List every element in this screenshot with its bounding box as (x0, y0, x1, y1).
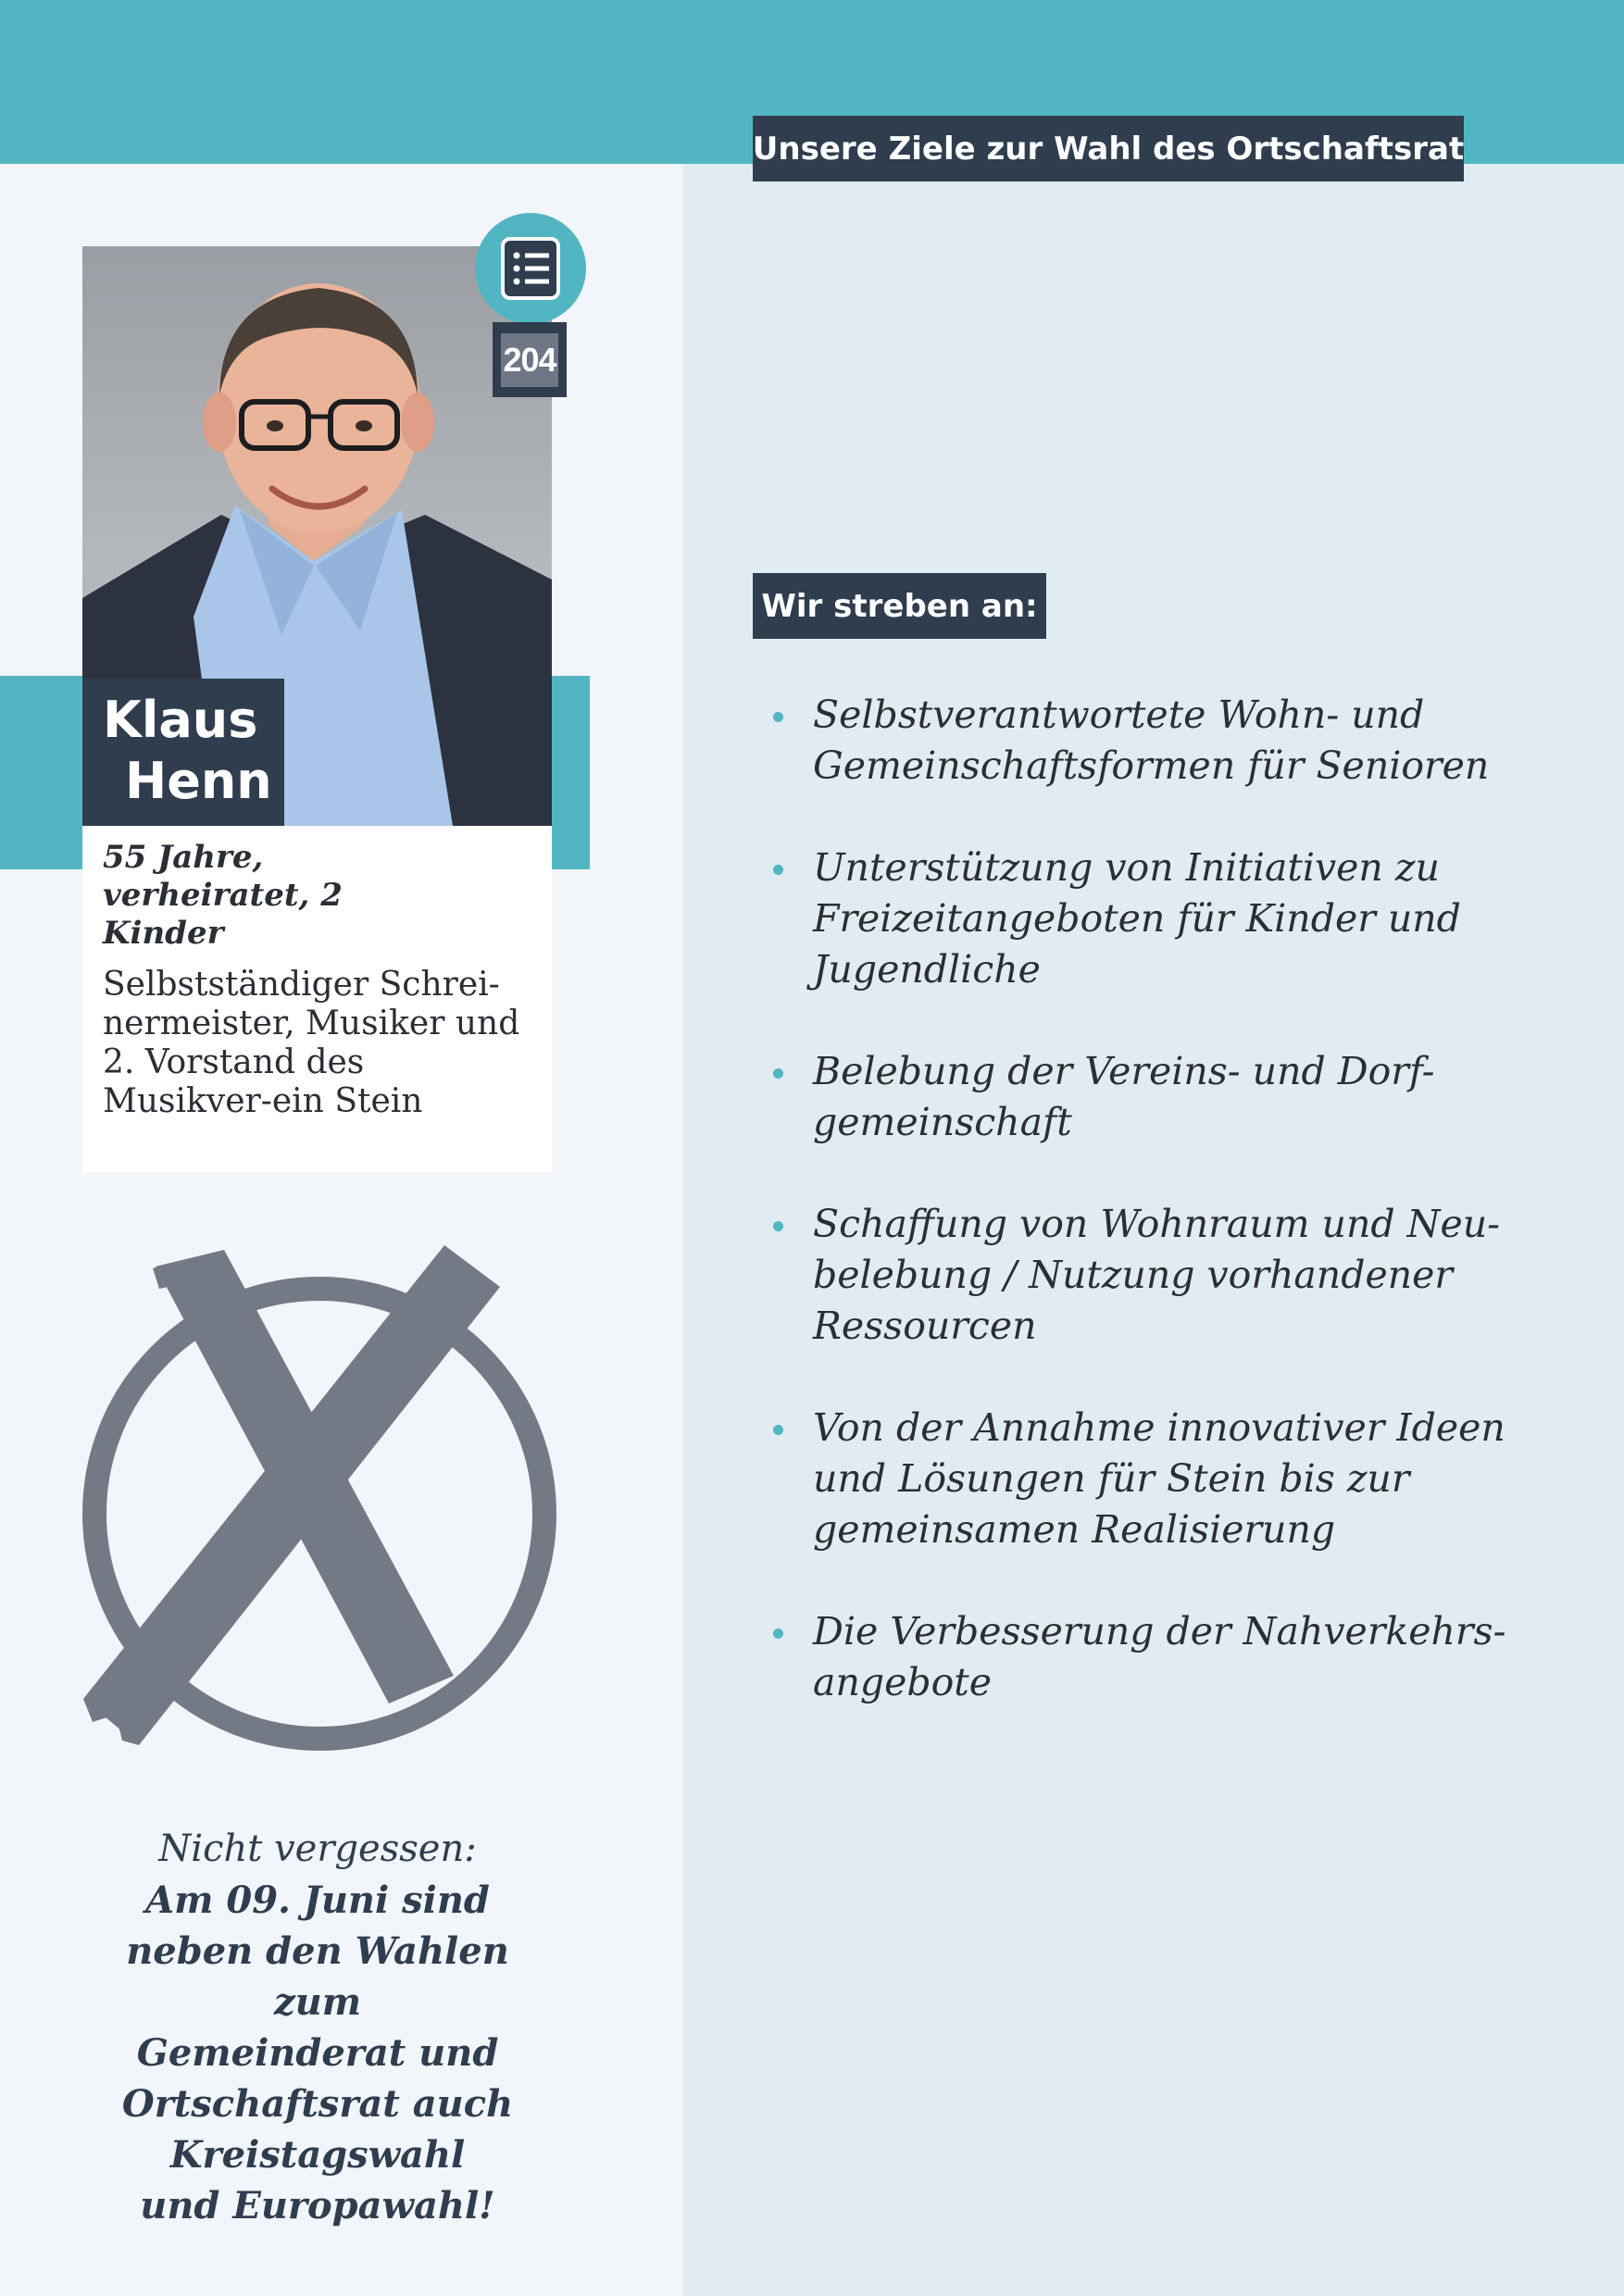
bullet-icon (773, 712, 783, 722)
ballot-cross-icon (74, 1241, 565, 1759)
candidate-last-name: Henn (125, 752, 272, 810)
goal-text: Die Verbesserung der Nahverkehrs-angebote (813, 1609, 1506, 1704)
list-icon (499, 235, 562, 302)
bullet-icon (773, 1068, 783, 1079)
list-number: 204 (501, 333, 558, 387)
bullet-icon (773, 1628, 783, 1639)
goal-item (770, 1606, 1585, 1708)
reminder-line: neben den Wahlen zum (126, 1929, 509, 2024)
candidate-name (82, 679, 284, 826)
bullet-icon (773, 1221, 783, 1231)
reminder-line: Kreistagswahl (169, 2133, 466, 2177)
goal-text: Von der Annahme innovativer Ideen und Lösungen für Stein bis zur gemeinsamen Realisierung (813, 1405, 1505, 1552)
candidate-info-card (82, 826, 552, 1173)
goals-list (770, 690, 1585, 1759)
reminder-line: und Europawahl! (140, 2184, 495, 2227)
candidate-age-family: 55 Jahre, verheiratet, 2 Kinder (103, 839, 343, 952)
candidate-occupation: Selbstständiger Schrei-nermeister, Musiker und 2. Vorstand des Musikver-ein Stein (103, 966, 520, 1120)
election-reminder (83, 1824, 552, 2231)
bullet-icon (773, 865, 783, 875)
goals-heading-text: Unsere Ziele zur Wahl des Ortschaftsrat (752, 130, 1465, 168)
bullet-icon (773, 1425, 783, 1435)
goal-item (770, 1199, 1585, 1352)
goals-subtitle (753, 573, 1046, 639)
goal-item (770, 1403, 1585, 1555)
list-number-badge (493, 322, 567, 397)
goals-subtitle-text: Wir streben an: (761, 587, 1038, 625)
goal-text: Schaffung von Wohnraum und Neu-belebung / Nutzung vorhandener Ressourcen (813, 1202, 1501, 1348)
goal-item (770, 1046, 1585, 1148)
candidate-first-name: Klaus (103, 691, 258, 749)
goal-text: Unterstützung von Initiativen zu Freizeitangeboten für Kinder und Jugendliche (813, 845, 1461, 992)
goal-text: Belebung der Vereins- und Dorf-gemeinschaft (813, 1049, 1435, 1144)
reminder-line: Am 09. Juni sind (145, 1878, 490, 1922)
goal-text: Selbstverantwortete Wohn- und Gemeinschaftsformen für Senioren (813, 693, 1490, 788)
goal-item (770, 690, 1585, 792)
goals-heading (753, 116, 1464, 181)
goal-item (770, 842, 1585, 995)
reminder-intro: Nicht vergessen: (158, 1828, 477, 1870)
reminder-line: Gemeinderat und (136, 2031, 499, 2075)
list-badge (475, 213, 586, 324)
reminder-line: Ortschaftsrat auch (121, 2082, 514, 2126)
